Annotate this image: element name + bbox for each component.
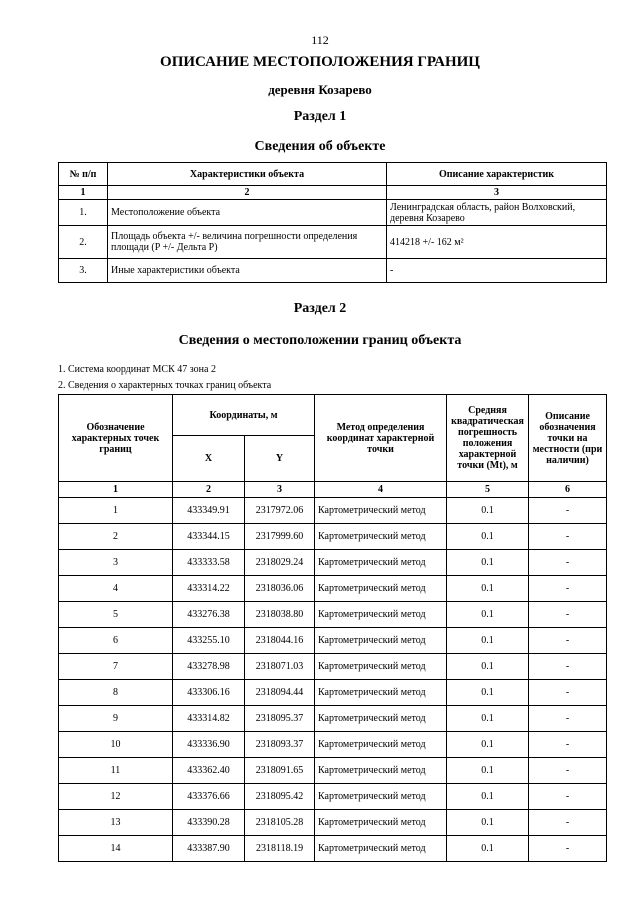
- error-cell: 0.1: [447, 628, 529, 654]
- table-header-row: [59, 163, 607, 186]
- method-cell: Картометрический метод: [315, 550, 447, 576]
- method-cell: Картометрический метод: [315, 576, 447, 602]
- point-description-cell: -: [529, 654, 607, 680]
- x-coordinate-cell: 433344.15: [173, 524, 245, 550]
- table-row: [59, 810, 607, 836]
- method-cell: Картометрический метод: [315, 784, 447, 810]
- point-id-cell: 13: [59, 810, 173, 836]
- column-number: 6: [529, 482, 607, 498]
- point-description-cell: -: [529, 524, 607, 550]
- method-cell: Картометрический метод: [315, 810, 447, 836]
- point-id-cell: 3: [59, 550, 173, 576]
- y-coordinate-cell: 2318044.16: [245, 628, 315, 654]
- error-cell: 0.1: [447, 784, 529, 810]
- point-id-cell: 1: [59, 498, 173, 524]
- table-row: [59, 498, 607, 524]
- error-cell: 0.1: [447, 758, 529, 784]
- table-row: [59, 200, 607, 226]
- point-description-cell: -: [529, 784, 607, 810]
- x-coordinate-cell: 433362.40: [173, 758, 245, 784]
- point-description-cell: -: [529, 550, 607, 576]
- table-header-row: [59, 395, 607, 436]
- row-number: 1.: [59, 200, 108, 226]
- column-number: 3: [387, 186, 607, 200]
- document-subtitle: деревня Козарево: [268, 82, 372, 97]
- x-coordinate-cell: 433314.82: [173, 706, 245, 732]
- y-coordinate-cell: 2317972.06: [245, 498, 315, 524]
- point-description-cell: -: [529, 810, 607, 836]
- table-row: [59, 784, 607, 810]
- method-cell: Картометрический метод: [315, 524, 447, 550]
- point-description-cell: -: [529, 836, 607, 862]
- error-cell: 0.1: [447, 706, 529, 732]
- method-cell: Картометрический метод: [315, 498, 447, 524]
- x-coordinate-cell: 433278.98: [173, 654, 245, 680]
- error-cell: 0.1: [447, 732, 529, 758]
- y-coordinate-cell: 2318071.03: [245, 654, 315, 680]
- y-coordinate-cell: 2318091.65: [245, 758, 315, 784]
- x-coordinate-cell: 433336.90: [173, 732, 245, 758]
- method-cell: Картометрический метод: [315, 732, 447, 758]
- error-cell: 0.1: [447, 550, 529, 576]
- description-header: Описание обозначения точки на местности (при наличии): [529, 395, 607, 482]
- column-number: 2: [173, 482, 245, 498]
- column-number: 5: [447, 482, 529, 498]
- table-row: [59, 680, 607, 706]
- point-id-cell: 8: [59, 680, 173, 706]
- row-number: 2.: [59, 226, 108, 259]
- description-cell: 414218 +/- 162 м²: [387, 226, 607, 259]
- column-number-row: [59, 482, 607, 498]
- method-cell: Картометрический метод: [315, 628, 447, 654]
- point-description-cell: -: [529, 576, 607, 602]
- method-cell: Картометрический метод: [315, 602, 447, 628]
- y-coordinate-cell: 2318105.28: [245, 810, 315, 836]
- header-cell: Описание характеристик: [387, 163, 607, 186]
- error-cell: 0.1: [447, 680, 529, 706]
- boundary-points-table: [58, 394, 607, 862]
- characteristic-cell: Местоположение объекта: [108, 200, 387, 226]
- y-coordinate-cell: 2318029.24: [245, 550, 315, 576]
- method-cell: Картометрический метод: [315, 758, 447, 784]
- x-coordinate-cell: 433387.90: [173, 836, 245, 862]
- column-number: 2: [108, 186, 387, 200]
- y-coordinate-cell: 2318093.37: [245, 732, 315, 758]
- x-coordinate-cell: 433349.91: [173, 498, 245, 524]
- characteristic-cell: Площадь объекта +/- величина погрешности определения площади (P +/- Дельта P): [108, 226, 387, 259]
- error-cell: 0.1: [447, 810, 529, 836]
- page-number: 112: [311, 33, 329, 47]
- section2-label: Раздел 2: [293, 301, 347, 316]
- characteristic-cell: Иные характеристики объекта: [108, 259, 387, 283]
- method-cell: Картометрический метод: [315, 706, 447, 732]
- x-coordinate-cell: 433255.10: [173, 628, 245, 654]
- description-cell: -: [387, 259, 607, 283]
- point-id-cell: 9: [59, 706, 173, 732]
- error-cell: 0.1: [447, 576, 529, 602]
- table-row: [59, 758, 607, 784]
- x-header: X: [173, 436, 245, 482]
- y-coordinate-cell: 2318095.37: [245, 706, 315, 732]
- column-number: 3: [245, 482, 315, 498]
- x-coordinate-cell: 433390.28: [173, 810, 245, 836]
- point-description-cell: -: [529, 602, 607, 628]
- error-header: Средняя квадратическая погрешность положения характерной точки (Mt), м: [447, 395, 529, 482]
- section1-label: Раздел 1: [293, 109, 347, 124]
- row-number: 3.: [59, 259, 108, 283]
- table-row: [59, 836, 607, 862]
- table-row: [59, 550, 607, 576]
- error-cell: 0.1: [447, 524, 529, 550]
- x-coordinate-cell: 433314.22: [173, 576, 245, 602]
- point-id-cell: 5: [59, 602, 173, 628]
- header-cell: Характеристики объекта: [108, 163, 387, 186]
- table-row: [59, 654, 607, 680]
- point-id-cell: 11: [59, 758, 173, 784]
- point-id-cell: 7: [59, 654, 173, 680]
- error-cell: 0.1: [447, 836, 529, 862]
- designation-header: Обозначение характерных точек границ: [59, 395, 173, 482]
- header-cell: № п/п: [59, 163, 108, 186]
- coordinates-header: Координаты, м: [173, 395, 315, 436]
- point-description-cell: -: [529, 628, 607, 654]
- column-number: 4: [315, 482, 447, 498]
- point-description-cell: -: [529, 498, 607, 524]
- document-title: ОПИСАНИЕ МЕСТОПОЛОЖЕНИЯ ГРАНИЦ: [160, 54, 480, 70]
- point-id-cell: 10: [59, 732, 173, 758]
- y-header: Y: [245, 436, 315, 482]
- points-caption: 2. Сведения о характерных точках границ объекта: [58, 380, 272, 391]
- section1-heading: Сведения об объекте: [254, 139, 386, 154]
- table-row: [59, 732, 607, 758]
- point-description-cell: -: [529, 732, 607, 758]
- point-description-cell: -: [529, 758, 607, 784]
- table-row: [59, 524, 607, 550]
- error-cell: 0.1: [447, 602, 529, 628]
- point-id-cell: 12: [59, 784, 173, 810]
- method-header: Метод определения координат характерной точки: [315, 395, 447, 482]
- y-coordinate-cell: 2317999.60: [245, 524, 315, 550]
- table-row: [59, 602, 607, 628]
- table-row: [59, 706, 607, 732]
- object-info-table: [58, 162, 607, 283]
- method-cell: Картометрический метод: [315, 836, 447, 862]
- y-coordinate-cell: 2318095.42: [245, 784, 315, 810]
- coordinate-system: 1. Система координат МСК 47 зона 2: [58, 364, 216, 375]
- point-id-cell: 2: [59, 524, 173, 550]
- point-id-cell: 4: [59, 576, 173, 602]
- column-number: 1: [59, 482, 173, 498]
- y-coordinate-cell: 2318118.19: [245, 836, 315, 862]
- y-coordinate-cell: 2318038.80: [245, 602, 315, 628]
- table-row: [59, 259, 607, 283]
- point-description-cell: -: [529, 680, 607, 706]
- point-description-cell: -: [529, 706, 607, 732]
- x-coordinate-cell: 433333.58: [173, 550, 245, 576]
- column-number: 1: [59, 186, 108, 200]
- column-number-row: [59, 186, 607, 200]
- section2-heading: Сведения о местоположении границ объекта: [178, 333, 462, 348]
- y-coordinate-cell: 2318094.44: [245, 680, 315, 706]
- table-row: [59, 576, 607, 602]
- x-coordinate-cell: 433306.16: [173, 680, 245, 706]
- error-cell: 0.1: [447, 654, 529, 680]
- description-cell: Ленинградская область, район Волховский, деревня Козарево: [387, 200, 607, 226]
- x-coordinate-cell: 433376.66: [173, 784, 245, 810]
- point-id-cell: 14: [59, 836, 173, 862]
- point-id-cell: 6: [59, 628, 173, 654]
- table-row: [59, 628, 607, 654]
- method-cell: Картометрический метод: [315, 654, 447, 680]
- x-coordinate-cell: 433276.38: [173, 602, 245, 628]
- method-cell: Картометрический метод: [315, 680, 447, 706]
- y-coordinate-cell: 2318036.06: [245, 576, 315, 602]
- error-cell: 0.1: [447, 498, 529, 524]
- table-row: [59, 226, 607, 259]
